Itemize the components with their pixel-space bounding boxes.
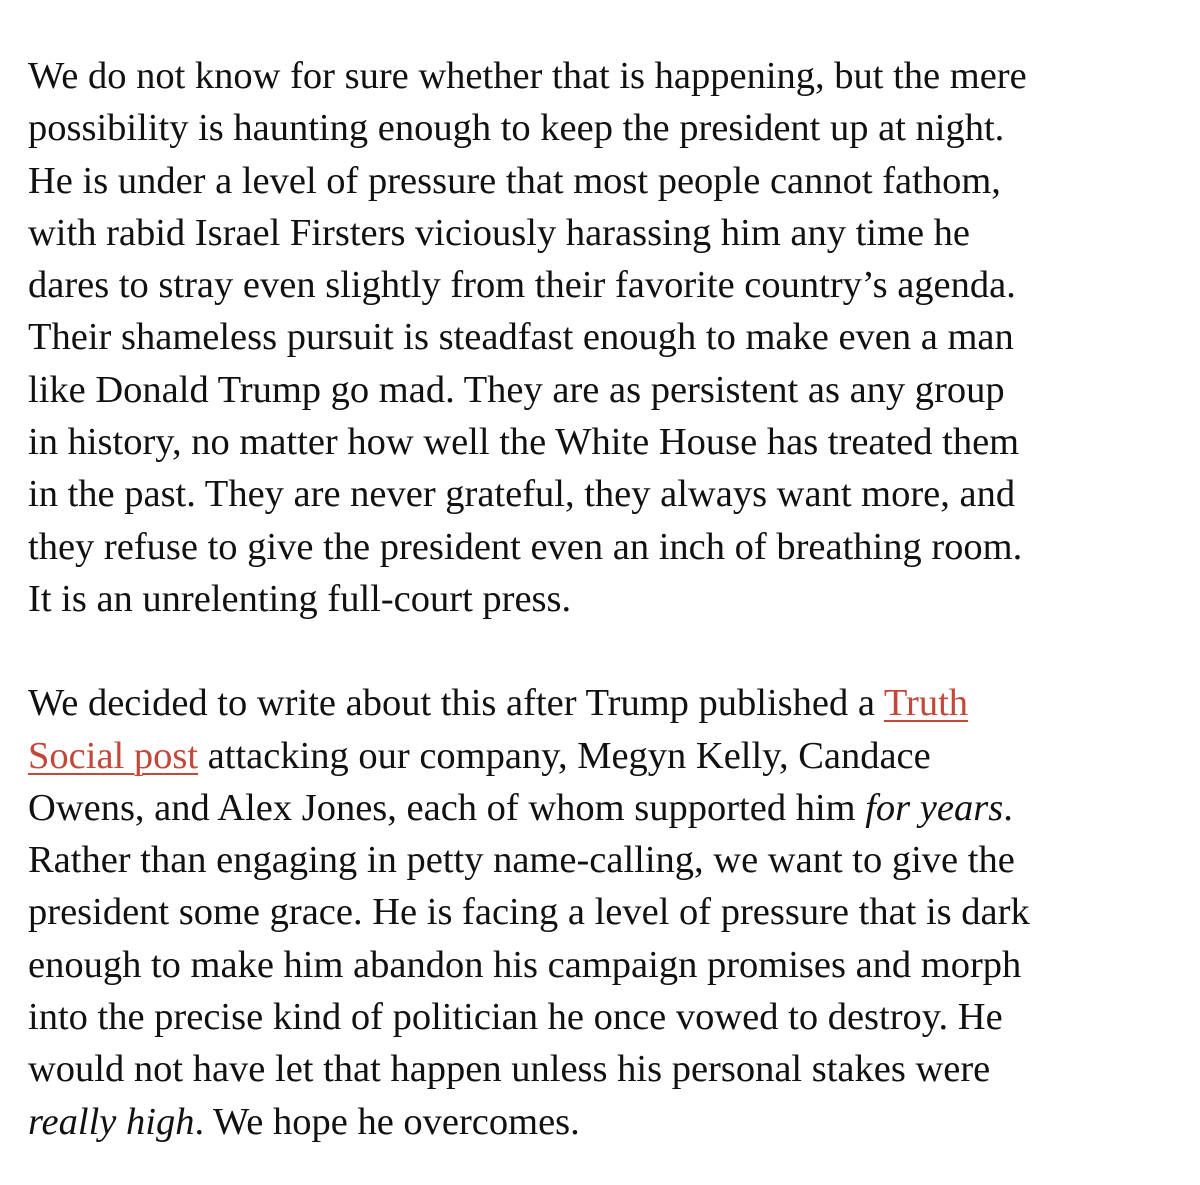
- text-line: We do not know for sure whether that is happening, but the mere: [28, 55, 1027, 97]
- text-line: in the past. They are never grateful, they always want more, and: [28, 473, 1016, 516]
- text-segment: We decided to write about this after Trump published a: [28, 682, 884, 725]
- text-segment: .: [1003, 786, 1013, 829]
- paragraph-1: [28, 50, 1188, 625]
- text-line: like Donald Trump go mad. They are as persistent as any group: [28, 368, 1005, 411]
- text-line: Rather than engaging in petty name-calling, we want to give the: [28, 839, 1015, 882]
- text-line: [28, 1096, 1188, 1148]
- text-line: enough to make him abandon his campaign promises and morph: [28, 943, 1022, 986]
- text-segment: attacking our company, Megyn Kelly, Candace: [198, 734, 931, 777]
- text-line: dares to stray even slightly from their favorite country’s agenda.: [28, 264, 1016, 307]
- truth-social-post-link[interactable]: Truth: [883, 682, 969, 725]
- italic-emphasis: really high: [28, 1100, 195, 1143]
- text-line: in history, no matter how well the White House has treated them: [28, 421, 1020, 464]
- text-line: into the precise kind of politician he once vowed to destroy. He: [28, 996, 1003, 1039]
- italic-emphasis: for years: [865, 786, 1004, 829]
- paragraph-2: [28, 677, 1188, 1148]
- text-line: He is under a level of pressure that most people cannot fathom,: [28, 159, 1001, 202]
- text-line: Their shameless pursuit is steadfast enough to make even a man: [28, 316, 1014, 359]
- text-line: [28, 782, 1188, 834]
- text-line: with rabid Israel Firsters viciously harassing him any time he: [28, 211, 970, 254]
- text-line: president some grace. He is facing a level of pressure that is dark: [28, 891, 1030, 934]
- text-line: would not have let that happen unless his personal stakes were: [28, 1048, 991, 1091]
- text-line: It is an unrelenting full-court press.: [28, 577, 572, 620]
- text-segment: . We hope he overcomes.: [194, 1100, 580, 1143]
- article-body: [28, 50, 1188, 1148]
- truth-social-post-link-continued[interactable]: Social post: [28, 734, 199, 777]
- text-line: [28, 677, 1188, 729]
- text-segment: Owens, and Alex Jones, each of whom supported him: [28, 786, 866, 829]
- text-line: [28, 730, 1188, 782]
- text-line: possibility is haunting enough to keep the president up at night.: [28, 107, 1005, 150]
- text-line: they refuse to give the president even an inch of breathing room.: [28, 525, 1023, 568]
